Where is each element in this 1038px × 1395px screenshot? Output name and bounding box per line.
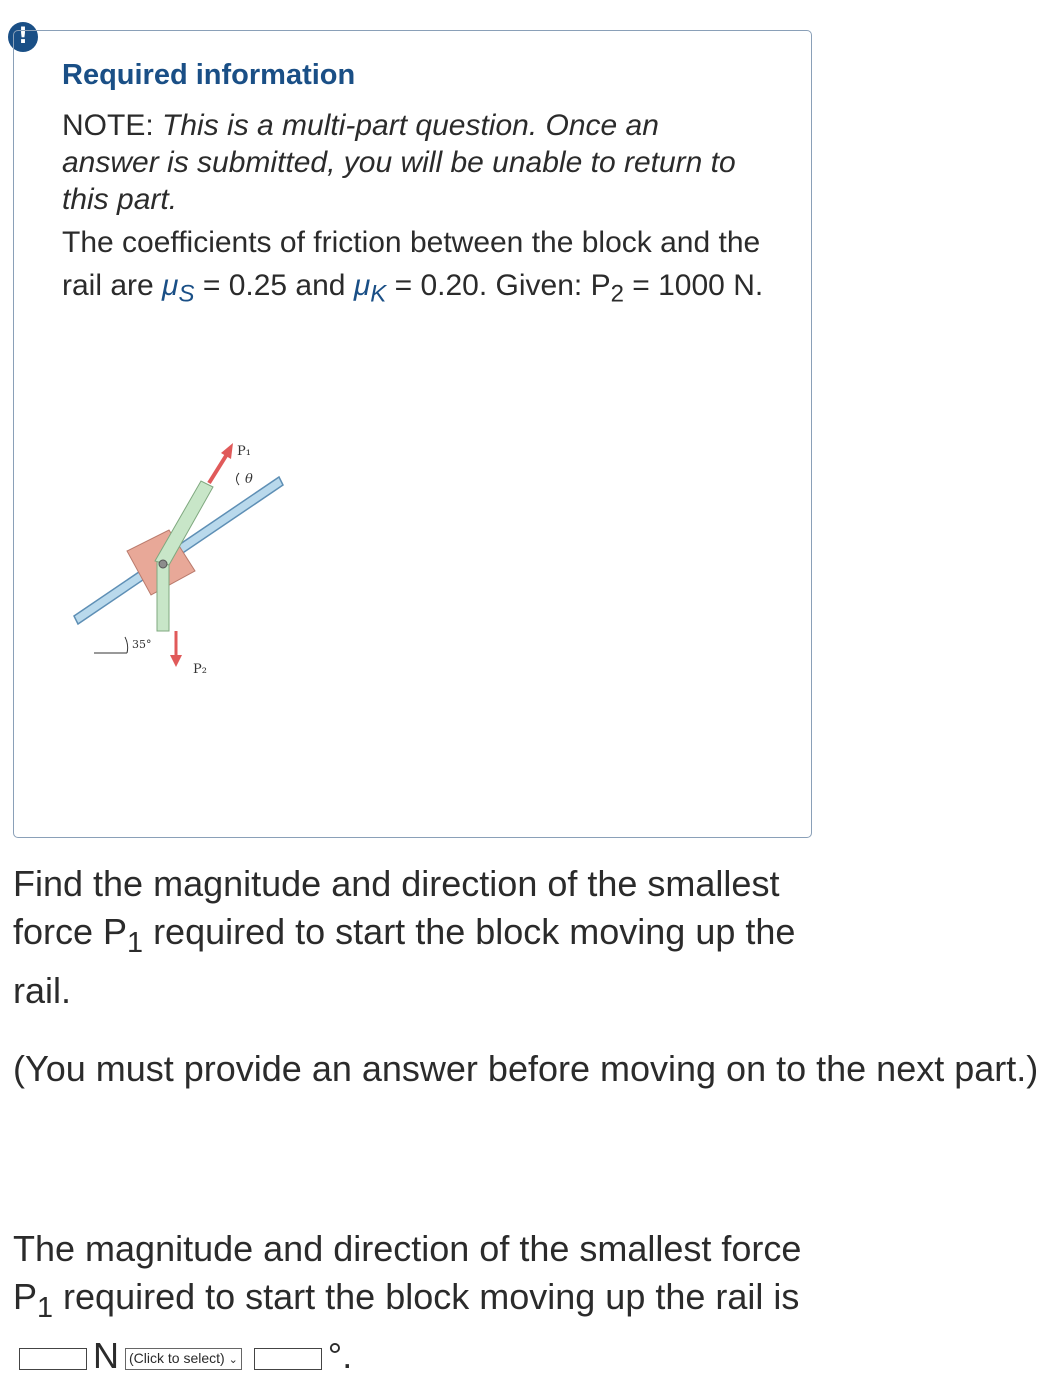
p2-label: P₂ xyxy=(193,662,207,677)
mu-s-symbol: μ xyxy=(162,269,179,302)
pin xyxy=(159,560,167,568)
mu-s-sub: S xyxy=(178,280,195,308)
angle-marker xyxy=(94,637,128,653)
answer-text-b: required to start the block moving up the rail is xyxy=(53,1276,800,1317)
answer-p1-sub: 1 xyxy=(37,1292,54,1325)
answer-requirement-note: (You must provide an answer before moving on to the next part.) xyxy=(13,1048,1038,1089)
p2-sub: 2 xyxy=(610,280,624,308)
theta-label: θ xyxy=(245,472,253,487)
question-text-b: required to start the block moving up the rail. xyxy=(13,911,796,1012)
rail-block-figure xyxy=(69,401,309,691)
question-p1-sub: 1 xyxy=(127,927,144,960)
given-text xyxy=(62,221,782,316)
degree-label: °. xyxy=(327,1335,353,1377)
direction-select-label: (Click to select) xyxy=(129,1349,225,1366)
answer-text-a: The magnitude and direction of the smallest force P xyxy=(13,1228,802,1317)
angle-input[interactable] xyxy=(254,1348,322,1370)
note-label: NOTE: xyxy=(62,109,154,142)
p2-arrow xyxy=(170,631,182,667)
mu-k-sub: K xyxy=(370,280,387,308)
p2-symbol: P xyxy=(590,269,611,302)
p1-arrow xyxy=(209,443,233,483)
note-body: This is a multi-part question. Once an answer is submitted, you will be unable to return to this part. xyxy=(62,109,736,216)
info-title: Required information xyxy=(62,59,356,91)
question-part xyxy=(13,860,813,1015)
answer-sentence xyxy=(13,1225,833,1380)
mu-k-value: = 0.20. Given: xyxy=(386,269,591,302)
p2-value: = 1000 N. xyxy=(623,269,764,302)
unit-label: N xyxy=(93,1335,119,1377)
question-text-a: Find the magnitude and direction of the smallest force P xyxy=(13,863,780,952)
given-intro: The coefficients of friction between the block and the rail are xyxy=(62,226,761,302)
mu-s-value: = 0.25 and xyxy=(194,269,354,302)
angle-label: 35° xyxy=(132,638,152,651)
exclamation-icon: ! xyxy=(8,22,38,52)
magnitude-input[interactable] xyxy=(19,1348,87,1370)
chevron-down-icon: ⌄ xyxy=(228,1353,238,1366)
direction-select[interactable] xyxy=(125,1348,242,1370)
p1-label: P₁ xyxy=(237,444,251,459)
theta-arc xyxy=(237,473,240,485)
mu-k-symbol: μ xyxy=(353,269,371,302)
required-information-box xyxy=(13,30,812,838)
note-text xyxy=(62,107,762,218)
